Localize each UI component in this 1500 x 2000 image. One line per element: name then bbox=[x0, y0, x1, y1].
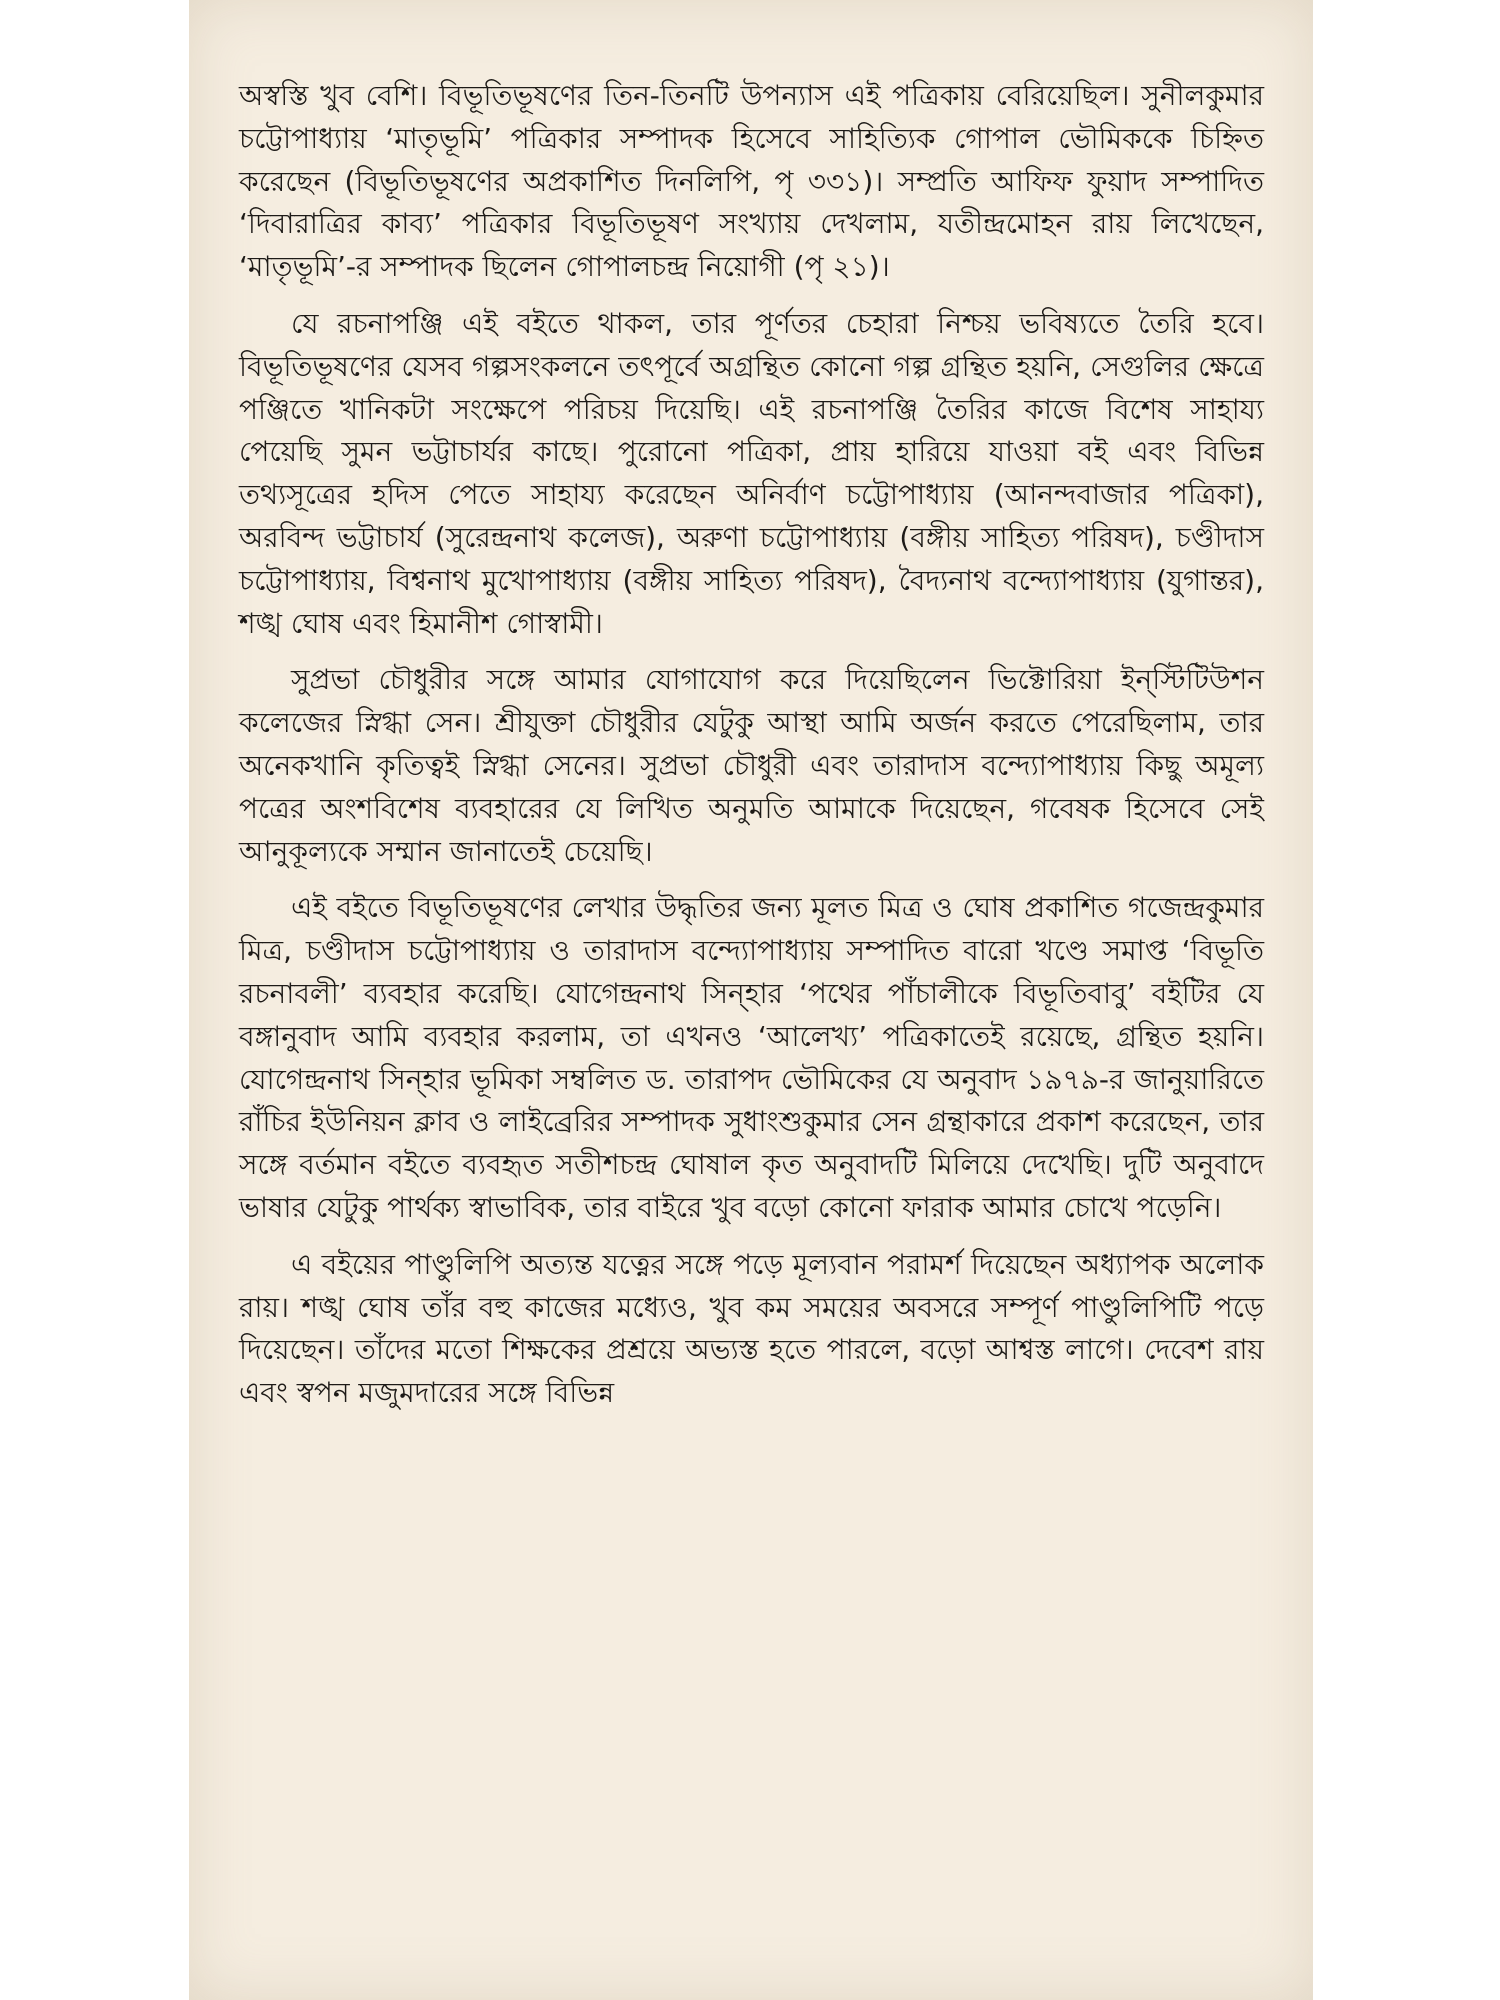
paragraph-1: অস্বস্তি খুব বেশি। বিভূতিভূষণের তিন-তিনটি উপন্যাস এই পত্রিকায় বেরিয়েছিল। সুনীলকুমার চট্টোপাধ্যায় ‘মাতৃভূমি’ পত্রিকার সম্পাদক হিসেবে সাহিত্যিক গোপাল ভৌমিককে চিহ্নিত করেছেন (বিভূতিভূষণের অপ্রকাশিত দিনলিপি, পৃ ৩৩১)। সম্প্রতি আফিফ ফুয়াদ সম্পাদিত ‘দিবারাত্রির কাব্য’ পত্রিকার বিভূতিভূষণ সংখ্যায় দেখলাম, যতীন্দ্রমোহন রায় লিখেছেন, ‘মাতৃভূমি’-র সম্পাদক ছিলেন গোপালচন্দ্র নিয়োগী (পৃ ২১)। bbox=[239, 79, 1264, 284]
page-body-text bbox=[239, 75, 1264, 1415]
paragraph-5: এ বইয়ের পাণ্ডুলিপি অত্যন্ত যত্নের সঙ্গে পড়ে মূল্যবান পরামর্শ দিয়েছেন অধ্যাপক অলোক রায়। শঙ্খ ঘোষ তাঁর বহু কাজের মধ্যেও, খুব কম সময়ের অবসরে সম্পূর্ণ পাণ্ডুলিপিটি পড়ে দিয়েছেন। তাঁদের মতো শিক্ষকের প্রশ্রয়ে অভ্যস্ত হতে পারলে, বড়ো আশ্বস্ত লাগে। দেবেশ রায় এবং স্বপন মজুমদারের সঙ্গে বিভিন্ন bbox=[239, 1247, 1264, 1410]
paragraph-2: যে রচনাপঞ্জি এই বইতে থাকল, তার পূর্ণতর চেহারা নিশ্চয় ভবিষ্যতে তৈরি হবে। বিভূতিভূষণের যেসব গল্পসংকলনে তৎপূর্বে অগ্রন্থিত কোনো গল্প গ্রন্থিত হয়নি, সেগুলির ক্ষেত্রে পঞ্জিতে খানিকটা সংক্ষেপে পরিচয় দিয়েছি। এই রচনাপঞ্জি তৈরির কাজে বিশেষ সাহায্য পেয়েছি সুমন ভট্টাচার্যর কাছে। পুরোনো পত্রিকা, প্রায় হারিয়ে যাওয়া বই এবং বিভিন্ন তথ্যসূত্রের হদিস পেতে সাহায্য করেছেন অনির্বাণ চট্টোপাধ্যায় (আনন্দবাজার পত্রিকা), অরবিন্দ ভট্টাচার্য (সুরেন্দ্রনাথ কলেজ), অরুণা চট্টোপাধ্যায় (বঙ্গীয় সাহিত্য পরিষদ), চণ্ডীদাস চট্টোপাধ্যায়, বিশ্বনাথ মুখোপাধ্যায় (বঙ্গীয় সাহিত্য পরিষদ), বৈদ্যনাথ বন্দ্যোপাধ্যায় (যুগান্তর), শঙ্খ ঘোষ এবং হিমানীশ গোস্বামী। bbox=[239, 306, 1264, 640]
paragraph-3: সুপ্রভা চৌধুরীর সঙ্গে আমার যোগাযোগ করে দিয়েছিলেন ভিক্টোরিয়া ইন্‌স্টিটিউশন কলেজের স্নিগ্ধা সেন। শ্রীযুক্তা চৌধুরীর যেটুকু আস্থা আমি অর্জন করতে পেরেছিলাম, তার অনেকখানি কৃতিত্বই স্নিগ্ধা সেনের। সুপ্রভা চৌধুরী এবং তারাদাস বন্দ্যোপাধ্যায় কিছু অমূল্য পত্রের অংশবিশেষ ব্যবহারের যে লিখিত অনুমতি আমাকে দিয়েছেন, গবেষক হিসেবে সেই আনুকূল্যকে সম্মান জানাতেই চেয়েছি। bbox=[239, 663, 1264, 868]
paragraph-4: এই বইতে বিভূতিভূষণের লেখার উদ্ধৃতির জন্য মূলত মিত্র ও ঘোষ প্রকাশিত গজেন্দ্রকুমার মিত্র, চণ্ডীদাস চট্টোপাধ্যায় ও তারাদাস বন্দ্যোপাধ্যায় সম্পাদিত বারো খণ্ডে সমাপ্ত ‘বিভূতি রচনাবলী’ ব্যবহার করেছি। যোগেন্দ্রনাথ সিন্‌হার ‘পথের পাঁচালীকে বিভূতিবাবু’ বইটির যে বঙ্গানুবাদ আমি ব্যবহার করলাম, তা এখনও ‘আলেখ্য’ পত্রিকাতেই রয়েছে, গ্রন্থিত হয়নি। যোগেন্দ্রনাথ সিন্‌হার ভূমিকা সম্বলিত ড. তারাপদ ভৌমিকের যে অনুবাদ ১৯৭৯-র জানুয়ারিতে রাঁচির ইউনিয়ন ক্লাব ও লাইব্রেরির সম্পাদক সুধাংশুকুমার সেন গ্রন্থাকারে প্রকাশ করেছেন, তার সঙ্গে বর্তমান বইতে ব্যবহৃত সতীশচন্দ্র ঘোষাল কৃত অনুবাদটি মিলিয়ে দেখেছি। দুটি অনুবাদে ভাষার যেটুকু পার্থক্য স্বাভাবিক, তার বাইরে খুব বড়ো কোনো ফারাক আমার চোখে পড়েনি। bbox=[239, 891, 1264, 1224]
book-page bbox=[189, 0, 1313, 2000]
